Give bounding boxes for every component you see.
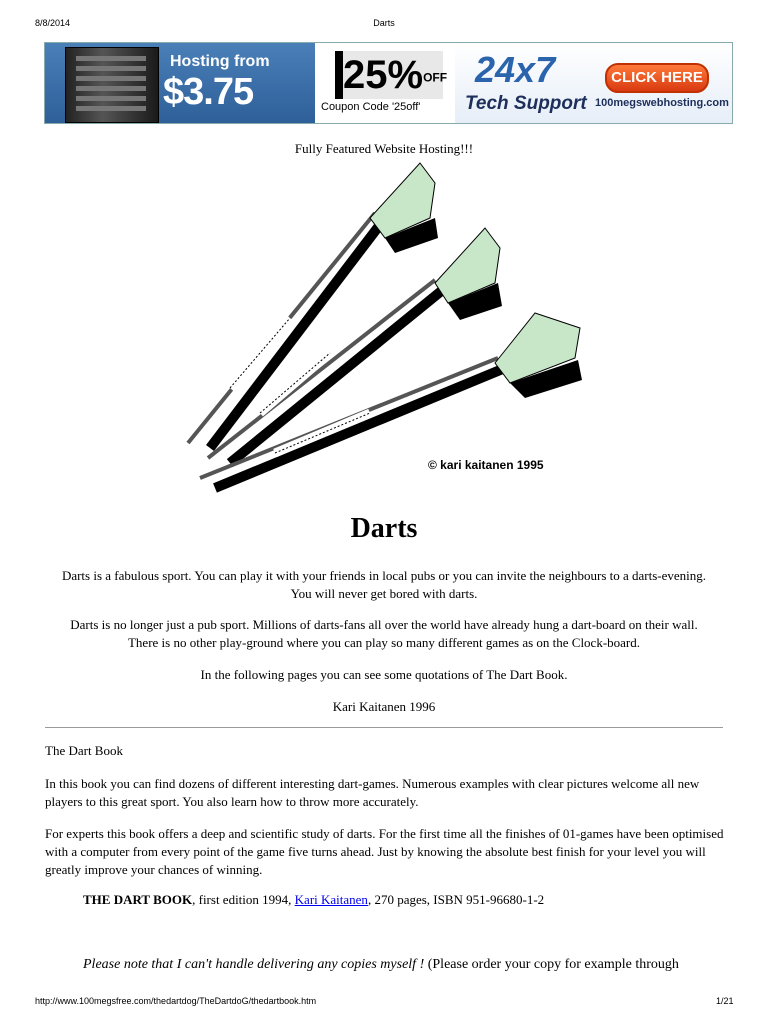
- delivery-note: [83, 957, 679, 973]
- book-edition: , first edition 1994,: [192, 892, 295, 907]
- click-here-button[interactable]: CLICK HERE: [605, 63, 709, 93]
- discount-segment: [315, 43, 455, 123]
- hosting-tagline: Fully Featured Website Hosting!!!: [294, 141, 474, 156]
- section-paragraph-1: In this book you can find dozens of different interesting dart-games. Numerous examples with clear pictures welcome all new players to this great sport. You also learn how to throw more accurately.: [45, 776, 700, 809]
- footer-url: http://www.100megsfree.com/thedartdog/TheDartdoG/thedartbook.htm: [35, 996, 317, 1006]
- banner-domain: 100megswebhosting.com: [595, 97, 729, 109]
- hosting-from-text: Hosting from: [170, 53, 270, 70]
- coupon-code: Coupon Code '25off': [321, 101, 421, 113]
- delivery-note-italic: Please note that I can't handle delivering any copies myself !: [83, 957, 425, 972]
- page-title: Darts: [350, 513, 418, 544]
- image-copyright: © kari kaitanen 1995: [428, 458, 544, 472]
- book-details: [83, 892, 544, 908]
- tech-support-segment: [455, 43, 732, 123]
- author-link[interactable]: Kari Kaitanen: [294, 892, 368, 907]
- print-title: Darts: [373, 18, 395, 28]
- discount-percent: 25%OFF: [335, 51, 443, 99]
- section-heading: The Dart Book: [45, 743, 123, 758]
- print-date: 8/8/2014: [35, 18, 71, 28]
- intro-paragraph-2: Darts is no longer just a pub sport. Millions of darts-fans all over the world have already hung a dart-board on their wall. There is no other play-ground where you can play so many different games as on the Clock-board.: [70, 617, 698, 650]
- tech-support-text: Tech Support: [465, 93, 587, 114]
- discount-off: OFF: [423, 70, 448, 85]
- server-rack-icon: [65, 47, 159, 123]
- intro-paragraph-3: In the following pages you can see some quotations of The Dart Book.: [200, 667, 568, 682]
- hosting-segment: [45, 43, 315, 123]
- darts-illustration: [180, 158, 600, 498]
- section-divider: [45, 727, 723, 728]
- intro-paragraph-1: Darts is a fabulous sport. You can play it with your friends in local pubs or you can invite the neighbours to a darts-evening. You will never get bored with darts.: [61, 568, 707, 601]
- delivery-note-rest: (Please order your copy for example through: [424, 957, 679, 972]
- book-info: , 270 pages, ISBN 951-96680-1-2: [367, 892, 545, 907]
- book-title: THE DART BOOK: [83, 892, 193, 907]
- section-paragraph-2: For experts this book offers a deep and scientific study of darts. For the first time all the finishes of 01-games have been optimised with a computer from every point of the game five turns ahead. Just by knowing the absolute best finish for your level you will greatly improve your chances of winning.: [45, 826, 724, 877]
- intro-signature: Kari Kaitanen 1996: [332, 699, 436, 714]
- tech-24x7: 24x7: [475, 49, 556, 90]
- hosting-price: $3.75: [163, 71, 254, 113]
- footer-page: 1/21: [716, 996, 734, 1006]
- hosting-ad-banner[interactable]: [44, 42, 733, 124]
